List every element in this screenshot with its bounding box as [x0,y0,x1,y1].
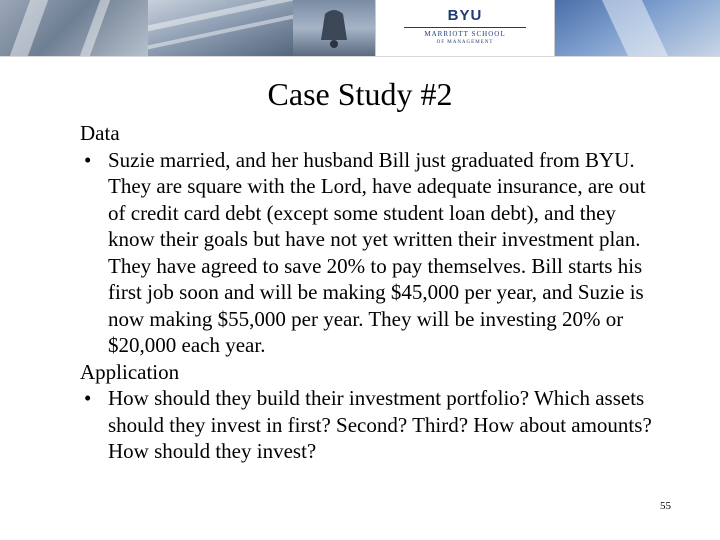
logo-title: BYU [447,7,483,24]
slide-body [80,120,660,465]
logo-divider [404,27,526,28]
bullet-text: How should they build their investment portfolio? Which assets should they invest in first? Second? Third? How about amounts? How should they invest? [108,386,652,463]
header-banner [0,0,720,56]
logo-line2: OF MANAGEMENT [436,40,494,45]
bell-icon [293,0,375,56]
bullet-marker: • [84,147,92,172]
section-heading-application: Application [80,359,180,384]
banner-photo-building [148,0,293,56]
banner-photo-sky [555,0,720,56]
bullet-marker: • [84,386,92,410]
section-heading-data: Data [80,121,120,145]
page-number: 55 [660,500,671,512]
banner-photo-bell-tower [293,0,375,56]
bullet-item [80,147,660,359]
byu-marriott-logo [375,0,555,56]
slide-title: Case Study #2 [267,76,453,112]
banner-photo-statue [0,0,148,56]
logo-line1: MARRIOTT SCHOOL [424,30,506,38]
bullet-text: Suzie married, and her husband Bill just graduated from BYU. They are square with the Lord, have adequate insurance, are out of credit card debt (except some student loan debt), and they know their goals but have not yet written their investment plan. They have agreed to save 20% to pay themselves. Bill starts his first job soon and will be making $45,000 per year, and Suzie is now making $55,000 per year. They will be investing 20% or $20,000 each year. [108,147,646,357]
bullet-item [80,385,660,465]
